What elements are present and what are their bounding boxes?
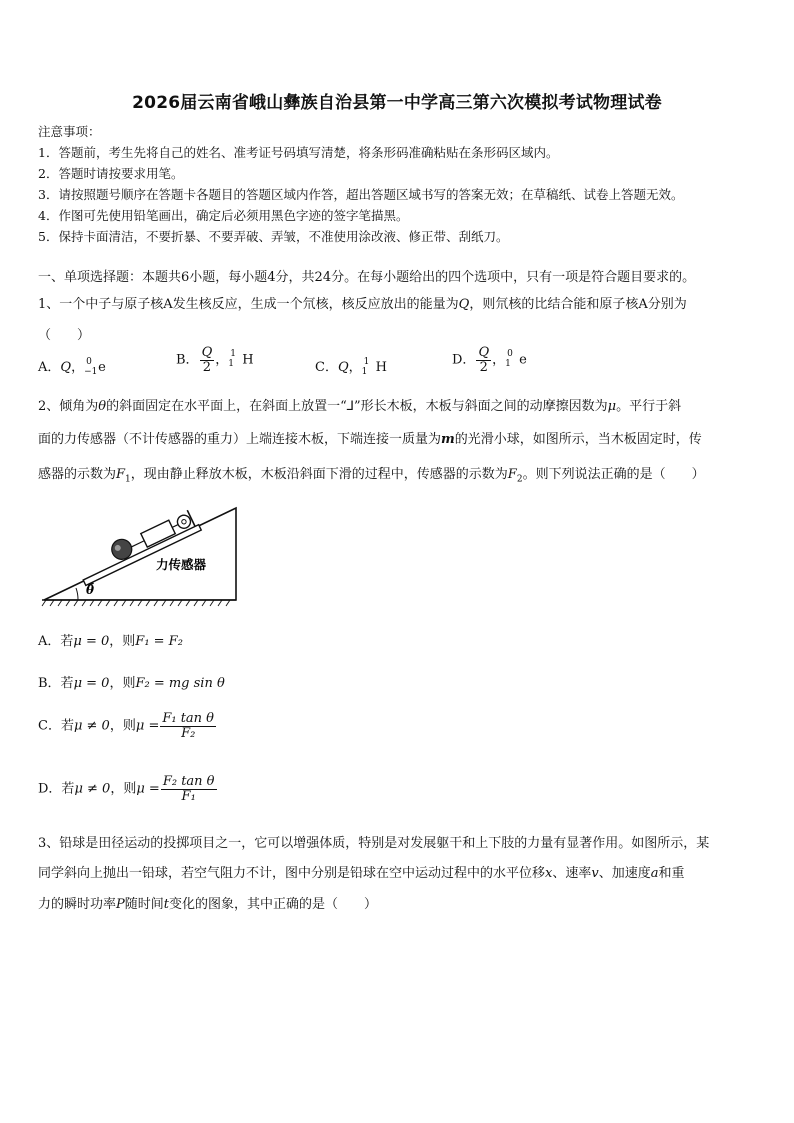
question-2-line-3: 感器的示数为$F_1$，现由静止释放木板，木板沿斜面下滑的过程中，传感器的示数为$F_2$。则下列说法正确的是（ ） (38, 467, 705, 485)
notice-item: 3．请按照题号顺序在答题卡各题目的答题区域内作答，超出答题区域书写的答案无效；在草稿纸、试卷上答题无效。 (38, 187, 684, 202)
question-1-blank: （ ） (38, 328, 91, 343)
q1-option-b: B． $\frac{Q}{2}$ ， 1 1 H (176, 345, 254, 375)
question-2-line-1: 2、倾角为θ的斜面固定在水平面上，在斜面上放置一“⅃”形长木板，木板与斜面之间的动摩擦因数为μ。平行于斜 (38, 399, 682, 414)
q2-option-c: C．若μ ≠ 0，则μ = $\frac{\text{F₁ tan θ}}{\text{F₂}}$ (38, 711, 215, 741)
section-heading: 一、单项选择题：本题共6小题，每小题4分，共24分。在每小题给出的四个选项中，只有一项是符合题目要求的。 (38, 270, 696, 285)
notice-item: 4．作图可先使用铅笔画出，确定后必须用黑色字迹的签字笔描黑。 (38, 208, 409, 223)
angle-arc (76, 588, 78, 600)
notice-item: 2．答题时请按要求用笔。 (38, 166, 184, 181)
question-3-line-3: 力的瞬时功率P随时间t变化的图象，其中正确的是（ ） (38, 897, 378, 912)
board-assembly (74, 506, 202, 587)
q2-option-b: B．若μ = 0，则F₂ = mg sin θ (38, 676, 225, 691)
question-2-line-2: 面的力传感器（不计传感器的重力）上端连接木板，下端连接一质量为m的光滑小球，如图所示，当木板固定时，传 (38, 432, 702, 447)
question-3-line-2: 同学斜向上抛出一铅球，若空气阻力不计，图中分别是铅球在空中运动过程中的水平位移x、速率v、加速度a和重 (38, 866, 685, 881)
ground-hatching (42, 600, 230, 606)
page-title: 2026届云南省峨山彝族自治县第一中学高三第六次模拟考试物理试卷 (132, 93, 662, 113)
q1-option-a: A．Q， 0 −1 e (38, 356, 106, 377)
question-1-stem: 1、一个中子与原子核A发生核反应，生成一个氘核，核反应放出的能量为Q，则氘核的比结合能和原子核A分别为 (38, 297, 687, 312)
incline-figure (38, 500, 243, 610)
q1-option-d: D． $\frac{Q}{2}$ ， 0 1 e (452, 345, 527, 375)
notice-item: 1．答题前，考生先将自己的姓名、准考证号码填写清楚，将条形码准确粘贴在条形码区域内。 (38, 145, 559, 160)
force-sensor-label: 力传感器 (156, 557, 207, 572)
q2-option-d: D．若μ ≠ 0，则μ = $\frac{\text{F₂ tan θ}}{\text{F₁}}$ (38, 774, 215, 804)
q1-option-c: C．Q， 1 1 H (315, 356, 387, 377)
notice-item: 5．保持卡面清洁，不要折暴、不要弄破、弄皱，不准使用涂改液、修正带、刮纸刀。 (38, 229, 509, 244)
question-3-line-1: 3、铅球是田径运动的投掷项目之一，它可以增强体质，特别是对发展躯干和上下肢的力量有显著作用。如图所示，某 (38, 836, 710, 851)
q2-option-a: A．若μ = 0，则F₁ = F₂ (38, 634, 183, 649)
angle-theta-label: θ (86, 583, 95, 597)
notice-heading: 注意事项： (38, 124, 101, 139)
